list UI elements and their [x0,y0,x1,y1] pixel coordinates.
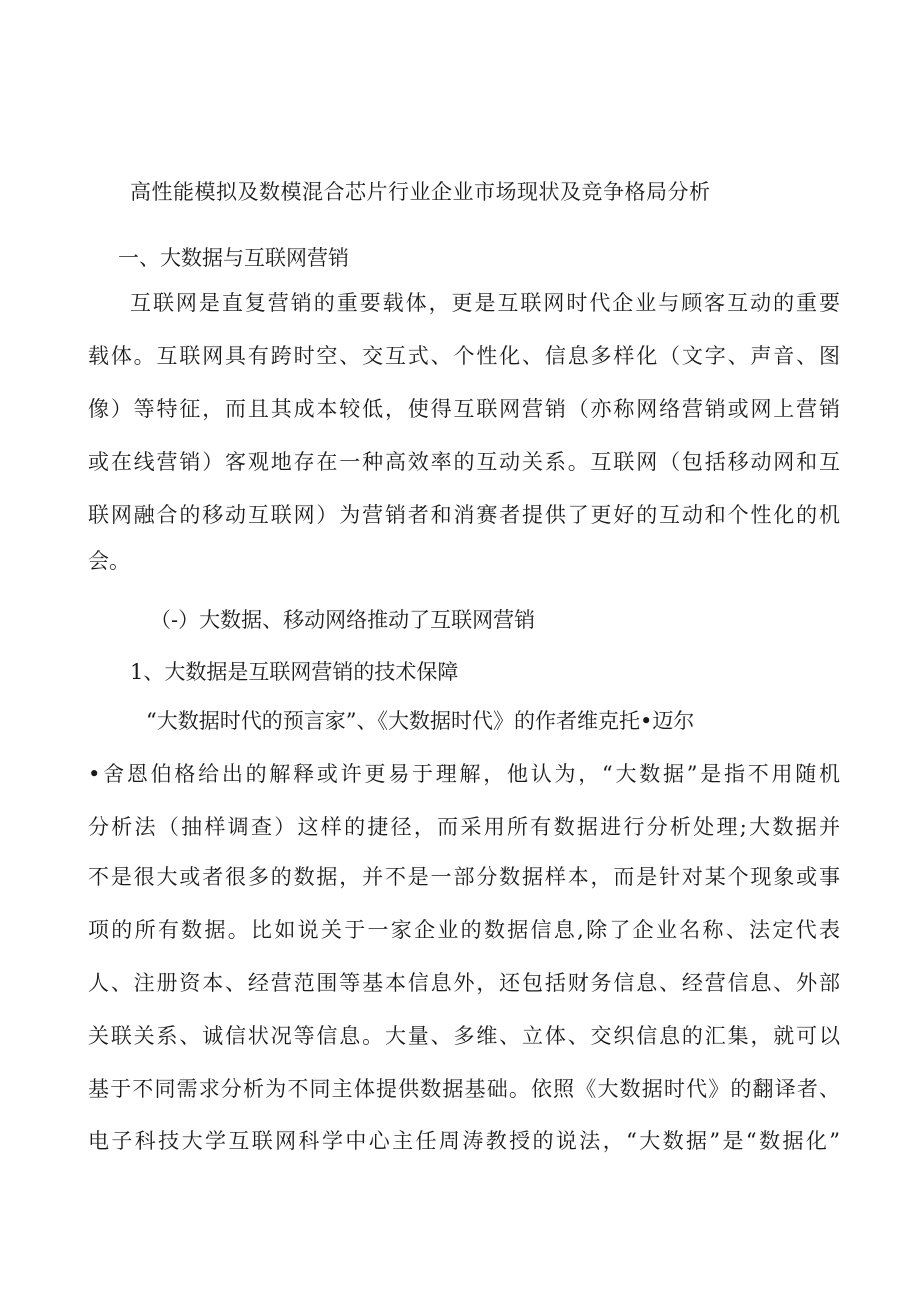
subsubsection-heading: 1、大数据是互联网营销的技术保障 [130,660,459,684]
paragraph-line: 互联网是直复营销的重要载体，更是互联网时代企业与顾客互动的重要 [130,291,840,315]
paragraph-line: 会。 [88,549,130,573]
paragraph-line: 或在线营销）客观地存在一种高效率的互动关系。互联网（包括移动网和互 [88,450,840,474]
paragraph-line: 分析法（抽样调查）这样的捷径，而采用所有数据进行分析处理;大数据并 [88,815,840,839]
subsection-heading: （-）大数据、移动网络推动了互联网营销 [150,608,536,632]
section-heading: 一、大数据与互联网营销 [118,246,349,270]
paragraph-line: 人、注册资本、经营范围等基本信息外，还包括财务信息、经营信息、外部 [88,971,840,995]
paragraph-line: 基于不同需求分析为不同主体提供数据基础。依照《大数据时代》的翻译者、 [88,1077,840,1101]
paragraph-line: 关联关系、诚信状况等信息。大量、多维、立体、交织信息的汇集，就可以 [88,1024,840,1048]
paragraph-line: 电子科技大学互联网科学中心主任周涛教授的说法，“大数据”是“数据化” [88,1129,840,1153]
paragraph-line: “大数据时代的预言家”、《大数据时代》的作者维克托•迈尔 [146,709,695,733]
paragraph-line: •舍恩伯格给出的解释或许更易于理解，他认为，“大数据”是指不用随机 [88,762,840,786]
paragraph-line: 项的所有数据。比如说关于一家企业的数据信息,除了企业名称、法定代表 [88,918,840,942]
paragraph-line: 载体。互联网具有跨时空、交互式、个性化、信息多样化（文字、声音、图 [88,344,840,368]
document-title: 高性能模拟及数模混合芯片行业企业市场现状及竞争格局分析 [130,180,711,204]
paragraph-line: 像）等特征，而且其成本较低，使得互联网营销（亦称网络营销或网上营销 [88,397,840,421]
paragraph-line: 联网融合的移动互联网）为营销者和消赛者提供了更好的互动和个性化的机 [88,503,840,527]
paragraph-line: 不是很大或者很多的数据，并不是一部分数据样本，而是针对某个现象或事 [88,865,840,889]
